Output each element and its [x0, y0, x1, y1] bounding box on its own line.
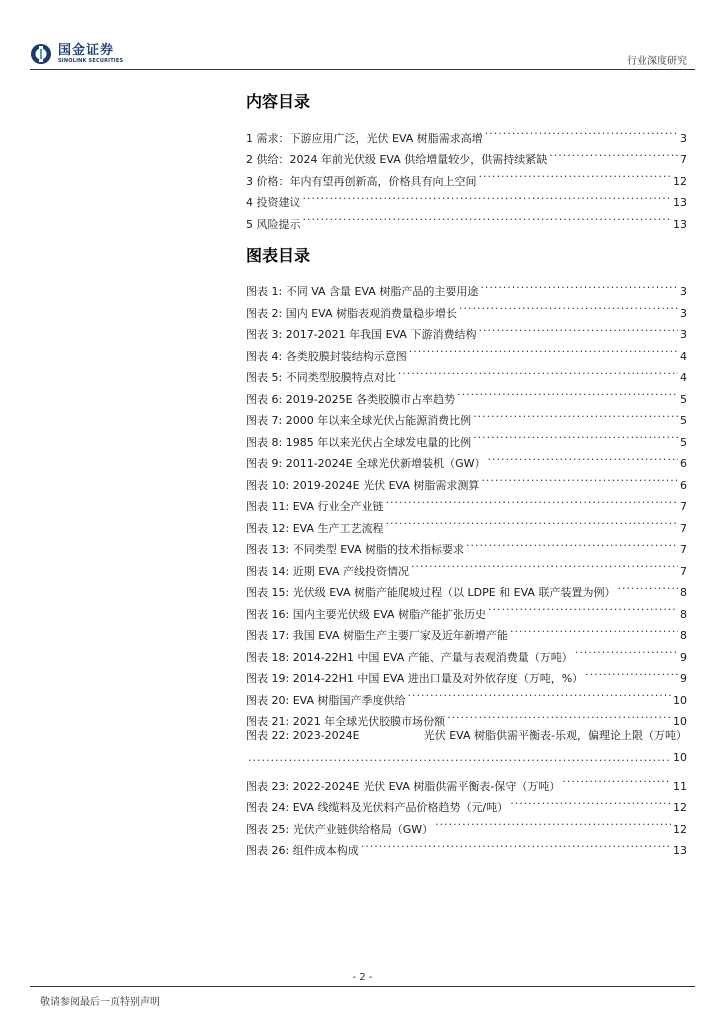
logo-english-name: SINOLINK SECURITIES — [58, 58, 124, 64]
toc-entry-page: 13 — [673, 844, 687, 857]
toc-entry-label: 图表 15: 光伏级 EVA 树脂产能爬坡过程（以 LDPE 和 EVA 联产装置为例） — [246, 586, 616, 599]
contents-list — [246, 120, 687, 231]
toc-entry-page: 13 — [673, 217, 687, 231]
toc-entry-page: 8 — [680, 629, 687, 642]
logo-chinese-name: 国金证券 — [58, 43, 115, 58]
toc-entry-page: 7 — [680, 500, 687, 513]
toc-entry-label: 图表 21: 2021 年全球光伏胶膜市场份额 — [246, 715, 446, 728]
figures-title: 图表目录 — [246, 245, 311, 265]
toc-entry-label: 图表 19: 2014-22H1 中国 EVA 进出口量及对外依存度（万吨，%） — [246, 672, 584, 685]
toc-entry-page: 11 — [673, 779, 687, 793]
toc-entry-page: 10 — [673, 715, 687, 728]
company-logo — [30, 40, 123, 68]
toc-entry-label: 图表 13: 不同类型 EVA 树脂的技术指标要求 — [246, 543, 464, 556]
toc-leader-dots — [361, 833, 671, 855]
toc-entry-label: 图表 3: 2017-2021 年我国 EVA 下游消费结构 — [246, 328, 477, 341]
toc-leader-dots — [459, 295, 678, 317]
toc-entry-page: 9 — [680, 672, 687, 685]
footer-divider — [30, 986, 695, 987]
toc-entry[interactable] — [246, 274, 687, 296]
toc-entry-page: 8 — [680, 586, 687, 599]
toc-entry-label: 图表 20: EVA 树脂国产季度供给 — [246, 693, 406, 707]
toc-entry-label: 图表 22: 2023-2024E — [246, 729, 360, 742]
toc-leader-dots — [386, 489, 679, 511]
toc-entry-label: 4 投资建议 — [246, 196, 301, 209]
toc-entry-page: 4 — [680, 349, 687, 363]
toc-leader-dots — [617, 575, 678, 597]
toc-leader-dots — [488, 596, 678, 618]
toc-leader-dots — [398, 360, 678, 382]
toc-leader-dots — [479, 163, 672, 185]
disclaimer-note: 敬请参阅最后一页特别声明 — [40, 997, 160, 1008]
toc-entry-page: 5 — [680, 414, 687, 427]
report-type: 行业深度研究 — [627, 56, 687, 67]
toc-leader-dots — [473, 424, 678, 446]
toc-leader-dots — [481, 467, 678, 489]
toc-leader-dots — [473, 403, 678, 425]
figures-list — [246, 274, 687, 855]
toc-entry-label: 图表 4: 各类胶膜封装结构示意图 — [246, 349, 407, 363]
toc-entry-label: 图表 1: 不同 VA 含量 EVA 树脂产品的主要用途 — [246, 285, 479, 298]
toc-content — [246, 90, 687, 857]
toc-entry-label: 图表 17: 我国 EVA 树脂生产主要厂家及近年新增产能 — [246, 629, 508, 642]
toc-entry-page: 6 — [680, 457, 687, 470]
toc-entry-page: 7 — [680, 564, 687, 578]
toc-leader-dots — [457, 381, 678, 403]
toc-leader-dots — [248, 747, 671, 769]
page-header — [0, 0, 725, 72]
toc-entry-label: 图表 25: 光伏产业链供给格局（GW） — [246, 822, 434, 836]
toc-entry-page: 10 — [673, 693, 687, 707]
toc-entry-page: 7 — [680, 543, 687, 556]
header-divider — [30, 69, 695, 70]
toc-entry-label: 图表 8: 1985 年以来光伏占全球发电量的比例 — [246, 435, 472, 449]
toc-entry-page: 12 — [673, 801, 687, 814]
toc-leader-dots — [303, 206, 672, 228]
toc-leader-dots — [485, 120, 678, 142]
toc-leader-dots — [488, 446, 678, 468]
toc-entry-label: 图表 11: EVA 行业全产业链 — [246, 500, 384, 513]
toc-leader-dots — [411, 553, 678, 575]
toc-leader-dots — [435, 811, 671, 833]
toc-leader-dots — [510, 790, 671, 812]
toc-entry-page: 3 — [680, 328, 687, 341]
toc-entry-label: 5 风险提示 — [246, 217, 301, 231]
toc-entry-label: 图表 2: 国内 EVA 树脂表观消费量稳步增长 — [246, 306, 457, 320]
toc-entry-label: 图表 24: EVA 线缆料及光伏料产品价格趋势（元/吨） — [246, 801, 509, 814]
toc-entry-page: 13 — [673, 196, 687, 209]
toc-entry-label: 3 价格：年内有望再创新高，价格具有向上空间 — [246, 174, 477, 188]
toc-entry-label-end: 光伏 EVA 树脂供需平衡表-乐观，偏理论上限（万吨） — [423, 729, 687, 742]
toc-entry-page: 6 — [680, 478, 687, 492]
toc-entry-page: 5 — [680, 435, 687, 449]
toc-entry-label: 2 供给：2024 年前光伏级 EVA 供给增量较少，供需持续紧缺 — [246, 153, 548, 166]
toc-entry[interactable] — [246, 206, 687, 231]
toc-entry-label: 图表 6: 2019-2025E 各类胶膜市占率趋势 — [246, 392, 456, 406]
toc-entry-page: 9 — [680, 650, 687, 664]
toc-entry-wrapped[interactable] — [246, 725, 687, 768]
sinolink-logo-icon — [30, 43, 52, 65]
toc-leader-dots — [575, 639, 678, 661]
toc-leader-dots — [466, 532, 678, 554]
toc-entry-label: 图表 18: 2014-22H1 中国 EVA 产能、产量与表观消费量（万吨） — [246, 650, 573, 664]
toc-leader-dots — [303, 185, 672, 207]
toc-leader-dots — [562, 768, 671, 790]
toc-entry-page: 8 — [680, 607, 687, 621]
toc-entry-label: 图表 16: 国内主要光伏级 EVA 树脂产能扩张历史 — [246, 607, 486, 621]
toc-entry-label: 图表 9: 2011-2024E 全球光伏新增装机（GW） — [246, 457, 486, 470]
toc-entry-page: 12 — [673, 822, 687, 836]
page-number: - 2 - — [352, 972, 373, 983]
toc-entry[interactable] — [246, 185, 687, 207]
toc-entry-page: 4 — [680, 371, 687, 384]
toc-entry-page: 7 — [680, 153, 687, 166]
toc-entry-page: 3 — [680, 285, 687, 298]
toc-leader-dots — [409, 338, 678, 360]
toc-leader-dots — [480, 274, 678, 296]
toc-entry-label: 图表 26: 组件成本构成 — [246, 844, 359, 857]
toc-entry-label: 图表 12: EVA 生产工艺流程 — [246, 521, 384, 535]
toc-leader-dots — [585, 661, 678, 683]
toc-entry-label: 1 需求：下游应用广泛，光伏 EVA 树脂需求高增 — [246, 131, 483, 145]
toc-entry-page: 12 — [673, 174, 687, 188]
toc-leader-dots — [386, 510, 679, 532]
contents-title: 内容目录 — [246, 92, 311, 111]
toc-entry-page: 3 — [680, 131, 687, 145]
toc-entry[interactable] — [246, 120, 687, 145]
toc-entry-label: 图表 14: 近期 EVA 产线投资情况 — [246, 564, 409, 578]
toc-leader-dots — [408, 682, 672, 704]
toc-leader-dots — [447, 704, 671, 726]
toc-entry-label: 图表 5: 不同类型胶膜特点对比 — [246, 371, 396, 384]
toc-entry[interactable] — [246, 768, 687, 793]
toc-entry-label: 图表 7: 2000 年以来全球光伏占能源消费比例 — [246, 414, 472, 427]
toc-entry-page: 5 — [680, 392, 687, 406]
toc-entry-page: 3 — [680, 306, 687, 320]
toc-entry-label: 图表 23: 2022-2024E 光伏 EVA 树脂供需平衡表-保守（万吨） — [246, 779, 561, 793]
toc-leader-dots — [478, 317, 678, 339]
toc-leader-dots — [510, 618, 678, 640]
toc-entry-label: 图表 10: 2019-2024E 光伏 EVA 树脂需求测算 — [246, 478, 480, 492]
toc-leader-dots — [549, 142, 678, 164]
toc-entry-page: 7 — [680, 521, 687, 535]
toc-entry-page: 10 — [673, 750, 687, 764]
